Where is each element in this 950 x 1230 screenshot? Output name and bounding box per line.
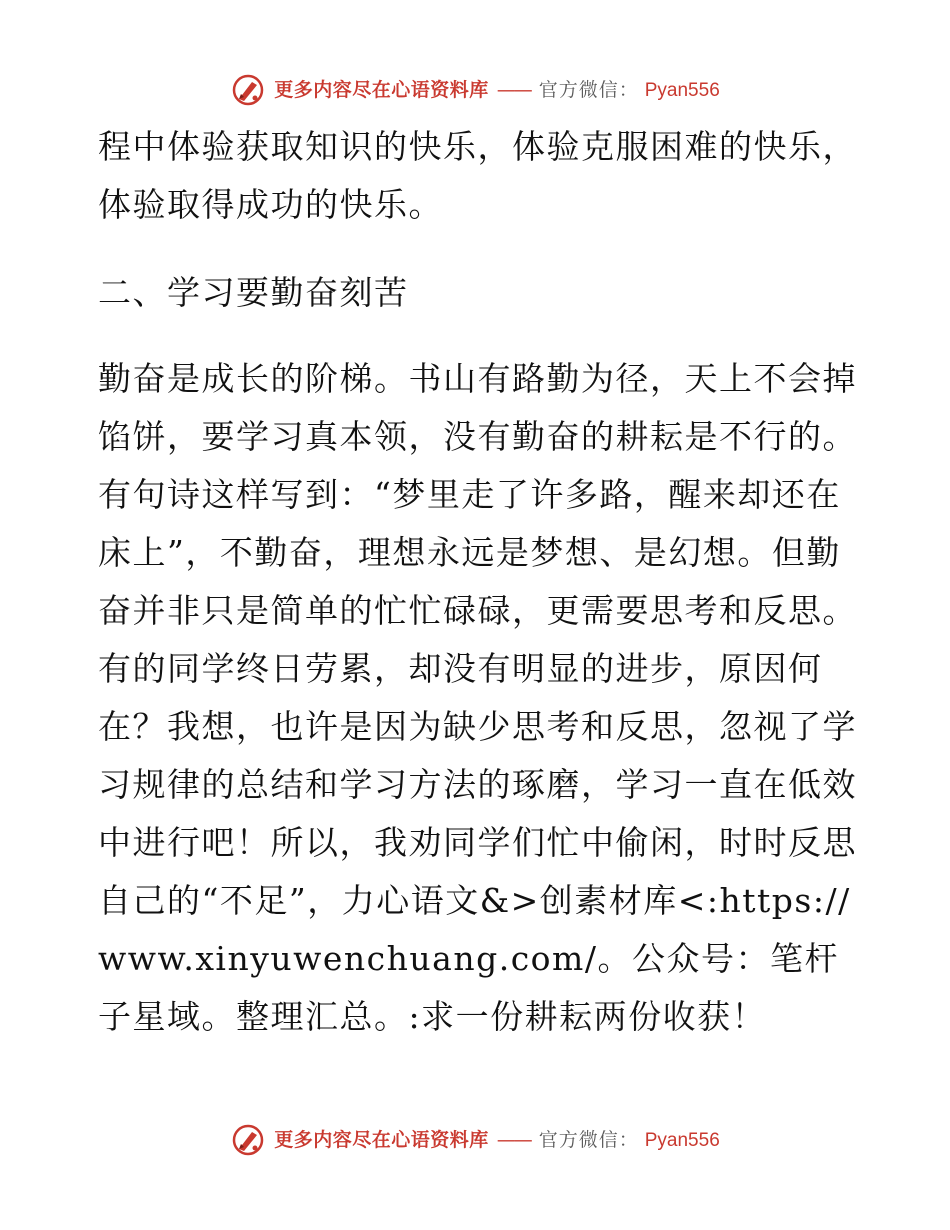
intro-paragraph: 程中体验获取知识的快乐，体验克服困难的快乐，体验取得成功的快乐。 bbox=[98, 127, 857, 224]
banner-wechat-id: Pyan556 bbox=[644, 79, 720, 101]
banner-dash: —— bbox=[496, 78, 531, 101]
header-banner bbox=[0, 70, 950, 110]
banner-wechat-id: Pyan556 bbox=[644, 1129, 720, 1151]
footer-banner bbox=[0, 1120, 950, 1160]
main-paragraph: 勤奋是成长的阶梯。书山有路勤为径，天上不会掉馅饼，要学习真本领，没有勤奋的耕耘是不行的。有句诗这样写到：“梦里走了许多路，醒来却还在床上”，不勤奋，理想永远是梦想、是幻想。但勤奋并非只是简单的忙忙碌碌，更需要思考和反思。有的同学终日劳累，却没有明显的进步，原因何在？我想，也许是因为缺少思考和反思，忽视了学习规律的总结和学习方法的琢磨，学习一直在低效中进行吧！所以，我劝同学们忙中偷闲，时时反思自己的“不足”，力心语文&>创素材库<:https://www.xinyuwenchuang.com/。公众号：笔杆子星域。整理汇总。:求一份耕耘两份收获！ bbox=[98, 359, 857, 1036]
pen-logo-icon bbox=[230, 1122, 266, 1158]
section-heading: 二、学习要勤奋刻苦 bbox=[98, 273, 409, 312]
banner-wechat-label: 官方微信： bbox=[538, 78, 639, 101]
pen-logo-icon bbox=[230, 72, 266, 108]
banner-wechat-label: 官方微信： bbox=[538, 1128, 639, 1151]
document-body bbox=[98, 118, 858, 1046]
banner-dash: —— bbox=[496, 1128, 531, 1151]
banner-site-text: 更多内容尽在心语资料库 bbox=[274, 78, 489, 101]
banner-site-text: 更多内容尽在心语资料库 bbox=[274, 1128, 489, 1151]
